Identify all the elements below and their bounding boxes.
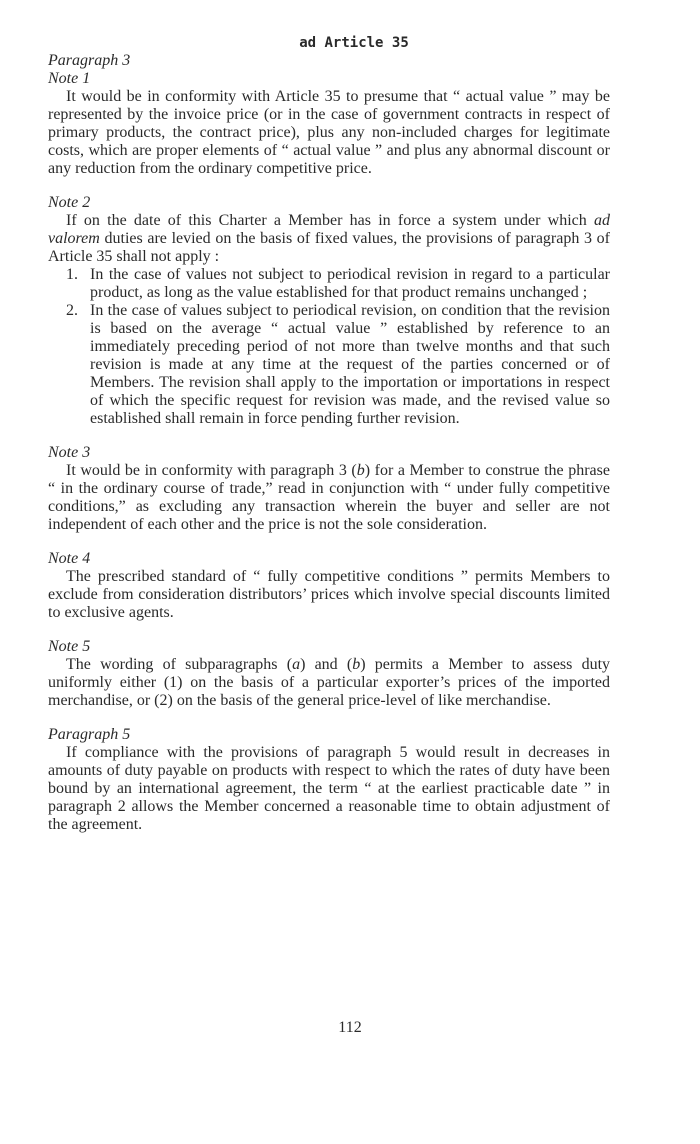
note-2-item-1: 1. In the case of values not subject to periodical revision in regard to a particular product, as long as the value established for that product remains unchanged ;: [66, 266, 610, 301]
page-number: 112: [338, 1019, 362, 1036]
note-4-heading: Note 4: [48, 550, 91, 567]
note-1-text: It would be in conformity with Article 35 to presume that “ actual value ” may be represented by the invoice price (or in the case of government contracts in respect of primary products, the contract price), plus any non-included charges for legitimate costs, which are proper elements of “ actual value ” and plus any abnormal discount or any reduction from the ordinary competitive price.: [48, 88, 610, 177]
note-2-item-2: 2. In the case of values subject to periodical revision, on condition that the revision is based on the average “ actual value ” established by reference to an immediately preceding period of not more than twelve months and that such revision is made at any time at the request of the parties concerned or of Members. The revision shall apply to the importation or importations in respect of which the specific request for revision was made, and the revised value so established shall remain in force pending further revision.: [66, 302, 610, 427]
note-5-heading: Note 5: [48, 638, 91, 655]
note-1-heading: Note 1: [48, 70, 91, 87]
note-5-text: The wording of subparagraphs (a) and (b) permits a Member to assess duty uniformly either (1) on the basis of a particular exporter’s prices of the imported merchandise, or (2) on the basis of the general price-level of like merchandise.: [48, 656, 611, 709]
note-3-text: It would be in conformity with paragraph 3 (b) for a Member to construe the phrase “ in the ordinary course of trade,” read in conjunction with “ under fully competitive conditions,” as excluding any transaction wherein the buyer and seller are not independent of each other and the price is not the sole consideration.: [48, 462, 610, 533]
paragraph-5-text: If compliance with the provisions of paragraph 5 would result in decreases in amounts of duty payable on products with respect to which the rates of duty have been bound by an international agreement, the term “ at the earliest practicable date ” in paragraph 2 allows the Member concerned a reasonable time to obtain adjustment of the agreement.: [48, 744, 610, 833]
note-2-intro: If on the date of this Charter a Member has in force a system under which ad valorem duties are levied on the basis of fixed values, the provisions of paragraph 3 of Article 35 shall not apply :: [48, 212, 610, 265]
paragraph-5-heading: Paragraph 5: [48, 726, 131, 743]
note-3-heading: Note 3: [48, 444, 91, 461]
note-4-text: The prescribed standard of “ fully competitive conditions ” permits Members to exclude from consideration distributors’ prices which involve special discounts limited to exclusive agents.: [48, 568, 610, 621]
paragraph-3-heading: Paragraph 3: [48, 52, 131, 69]
document-page: [48, 34, 610, 834]
page-header: ad Article 35: [299, 35, 409, 51]
note-2-heading: Note 2: [48, 194, 91, 211]
